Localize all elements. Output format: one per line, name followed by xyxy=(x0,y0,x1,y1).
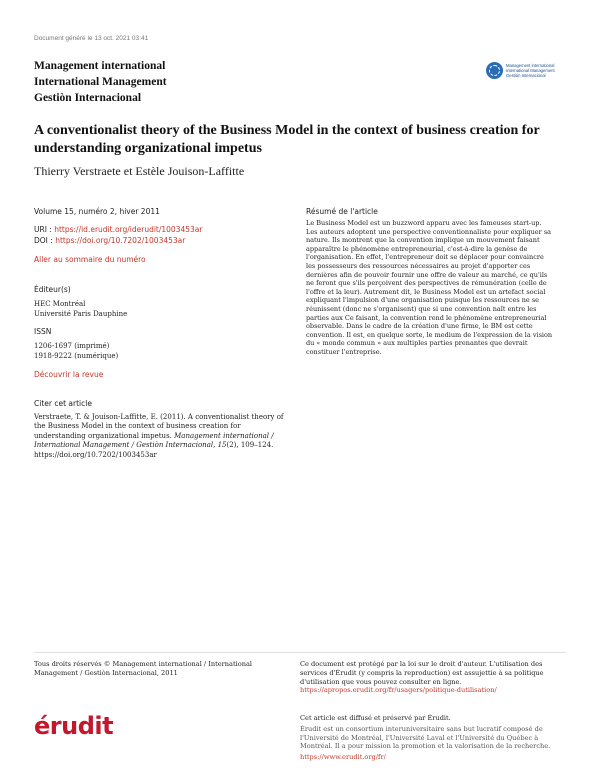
article-title: A conventionalist theory of the Business Model in the context of business creation for understanding organizational impetus xyxy=(34,123,540,156)
journal-title-es: Gestiòn Internacional xyxy=(34,92,142,104)
issn-heading: ISSN xyxy=(34,327,52,336)
journal-title-fr: Management international xyxy=(34,60,166,72)
uri-label: URI : xyxy=(34,225,55,234)
journal-titles xyxy=(34,58,167,106)
citation-heading: Citer cet article xyxy=(34,399,92,408)
citation-journal: Management international / International Management / Gestiòn Internacional xyxy=(34,431,274,450)
abstract-heading: Résumé de l'article xyxy=(306,207,378,216)
logo-line: Gestión Internacional xyxy=(506,72,546,78)
erudit-logo: érudit xyxy=(34,712,114,740)
copyright-text: Ce document est protégé par la loi sur le droit d'auteur. L'utilisation des services d'Érudit (y compris la reproduction) est assujettie à sa politique d'utilisation que vous pouvez consulter en ligne. xyxy=(300,660,544,686)
globe-icon xyxy=(486,62,503,79)
publisher-name: Université Paris Dauphine xyxy=(34,310,128,318)
citation-volume: 15 xyxy=(217,441,227,450)
uri-line xyxy=(34,225,282,234)
uri-link[interactable]: https://id.erudit.org/iderudit/1003453ar xyxy=(54,225,203,234)
policy-link[interactable]: https://apropos.erudit.org/fr/usagers/politique-dutilisation/ xyxy=(300,686,497,695)
issn-print: 1206-1697 (imprimé) xyxy=(34,342,110,350)
diffusion-heading: Cet article est diffusé et préservé par Érudit. xyxy=(300,714,451,722)
erudit-link[interactable]: https://www.erudit.org/fr/ xyxy=(300,753,386,762)
doi-line xyxy=(34,236,282,245)
publisher-name: HEC Montréal xyxy=(34,300,86,308)
article-authors: Thierry Verstraete et Estèle Jouison-Laffitte xyxy=(34,164,245,178)
diffusion-text: Érudit est un consortium interuniversitaire sans but lucratif composé de l'Université de Montréal, l'Université Laval et l'Université du Québec à Montréal. Il a pour mission la promotion et la valorisation de la recherche. xyxy=(300,724,551,751)
citation-sep: , xyxy=(213,441,218,450)
citation-text xyxy=(34,413,284,460)
rights-statement: Tous droits réservés © Management international / International Management / Gestiòn Internacional, 2011 xyxy=(34,660,252,677)
citation-end: (2), 109–124. https://doi.org/10.7202/1003453ar xyxy=(34,441,274,459)
publisher-heading: Éditeur(s) xyxy=(34,285,71,294)
doi-label: DOI : xyxy=(34,236,56,245)
issue-volume: Volume 15, numéro 2, hiver 2011 xyxy=(34,207,160,216)
copyright-notice xyxy=(300,660,566,695)
logo-line: Management international xyxy=(506,62,555,68)
discover-journal-link[interactable]: Découvrir la revue xyxy=(34,370,104,379)
journal-title-en: International Management xyxy=(34,76,167,88)
diffusion-block xyxy=(300,714,566,762)
abstract-text: Le Business Model est un buzzword apparu avec les fameuses start-up. Les auteurs adoptent une perspective conventionnaliste pour expliquer sa nature. Ils montrent que la convention implique un mouvement faisant apparaître le phénomène entrepreneurial, c'est-à-dire la genèse de l'organisation. En effet, l'entrepreneur doit se déplacer pour convaincre les possesseurs des ressources nécessaires au projet d'apporter ces dernières afin de pouvoir fournir une offre de valeur au marché, ce qu'ils ne feront que s'ils perçoivent des perspectives de rémunération (celle de l'offre et la leur). Autrement dit, le Business Model est un artefact social expliquant l'impulsion d'une organisation puisque les ressources ne se réunissent (donc ne s'organisent) que si une convention naît entre les parties aux Ce faisant, la convention rend le phénomène entrepreneurial observable. Dans le cadre de la création d'une firme, le BM est cette convention. Il est, en quelque sorte, le medium de l'expression de la vision du « monde commun » aux multiples parties prenantes que devrait constituer l'entreprise. xyxy=(306,219,553,356)
logo-line: International Management xyxy=(506,67,555,73)
toc-link[interactable]: Aller au sommaire du numéro xyxy=(34,255,146,264)
footer-divider xyxy=(34,652,566,653)
doi-link[interactable]: https://doi.org/10.7202/1003453ar xyxy=(55,236,186,245)
citation-plain: Verstraete, T. & Jouison-Laffitte, E. (2011). A conventionalist theory of the Business Model in the context of business creation for understanding organizational impetus. xyxy=(34,413,284,440)
generated-date: Document généré le 13 oct. 2021 03:41 xyxy=(34,35,149,42)
issn-digital: 1918-9222 (numérique) xyxy=(34,352,119,360)
journal-logo xyxy=(486,60,568,80)
